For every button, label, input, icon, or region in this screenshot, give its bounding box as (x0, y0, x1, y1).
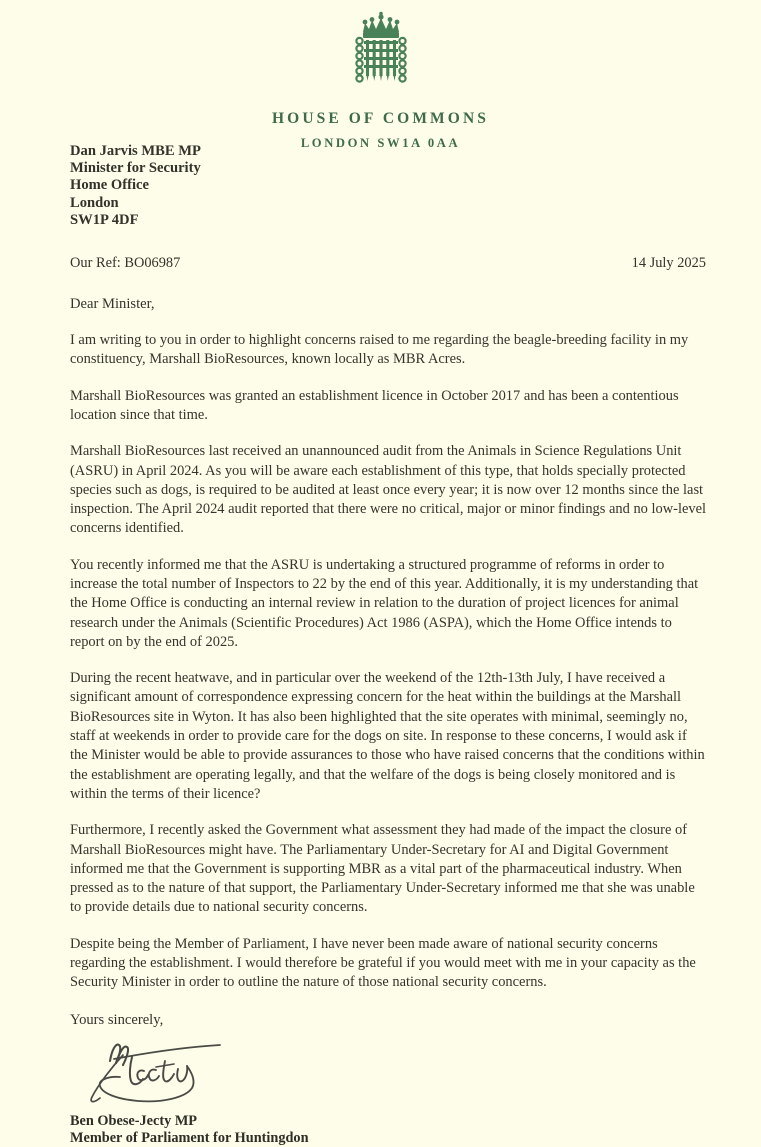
signatory-block (70, 1113, 706, 1147)
recipient-name: Dan Jarvis MBE MP (70, 143, 201, 159)
closing-salutation: Yours sincerely, (70, 1011, 164, 1028)
letterhead-address: LONDON SW1A 0AA (300, 136, 461, 150)
paragraph: Despite being the Member of Parliament, I have never been made aware of national security concerns regarding the establishment. I would therefore be grateful if you would meet with me in your capacity as the Security Minister in order to outline the nature of those national security concerns. (70, 935, 696, 991)
signatory-name: Ben Obese-Jecty MP (70, 1112, 198, 1129)
recipient-address-block (70, 143, 706, 229)
recipient-department: Home Office (70, 177, 150, 194)
salutation: Dear Minister, (70, 296, 155, 313)
paragraph: I am writing to you in order to highlight concerns raised to me regarding the beagle-breeding facility in my constituency, Marshall BioResources, known locally as MBR Acres. (70, 332, 689, 368)
signature-area (86, 1033, 706, 1111)
letter-date: 14 July 2025 (631, 255, 706, 272)
paragraph: You recently informed me that the ASRU is undertaking a structured programme of reforms in order to increase the total number of Inspectors to 22 by the end of this year. Additionally, it is my understanding that the Home Office is conducting an internal review in relation to the duration of project licences for animal research under the Animals (Scientific Procedures) Act 1986 (ASPA), which the Home Office intends to report on by the end of 2025. (70, 556, 699, 650)
portcullis-crowned-crest-icon (338, 12, 424, 96)
signatory-role: Member of Parliament for Huntingdon (70, 1129, 309, 1146)
paragraph-list (70, 331, 706, 993)
recipient-postcode: SW1P 4DF (70, 211, 139, 228)
handwritten-signature-icon (86, 1033, 266, 1109)
letterhead (0, 12, 761, 151)
paragraph: During the recent heatwave, and in particular over the weekend of the 12th-13th July, I have received a significant amount of correspondence expressing concern for the heat within the buildings at the Marshall BioResources site in Wyton. It has also been highlighted that the site operates with minimal, seemingly no, staff at weekends in order to provide care for the dogs on site. In response to these concerns, I would ask if the Minister would be able to provide assurances to those who have raised concerns that the conditions within the establishment are operating legally, and that the welfare of the dogs is being closely monitored and is within the terms of their licence? (70, 670, 705, 802)
recipient-role: Minister for Security (70, 160, 201, 177)
paragraph: Furthermore, I recently asked the Government what assessment they had made of the impact the closure of Marshall BioResources might have. The Parliamentary Under-Secretary for AI and Digital Government informed me that the Government is supporting MBR as a vital part of the pharmaceutical industry. When pressed as to the nature of that support, the Parliamentary Under-Secretary informed me that she was unable to provide details due to national security concerns. (70, 822, 695, 916)
paragraph: Marshall BioResources last received an unannounced audit from the Animals in Science Regulations Unit (ASRU) in April 2024. As you will be aware each establishment of this type, that holds specially protected species such as dogs, is required to be audited at least once every year; it is now over 12 months since the last inspection. The April 2024 audit reported that there were no critical, major or minor findings and no low-level concerns identified. (70, 443, 707, 537)
recipient-city: London (70, 194, 119, 211)
letter-body (70, 143, 706, 1147)
our-reference: Our Ref: BO06987 (70, 255, 181, 272)
paragraph: Marshall BioResources was granted an establishment licence in October 2017 and has been a contentious location since that time. (70, 387, 679, 423)
reference-date-row (70, 255, 706, 272)
letterhead-title: HOUSE OF COMMONS (272, 110, 489, 127)
